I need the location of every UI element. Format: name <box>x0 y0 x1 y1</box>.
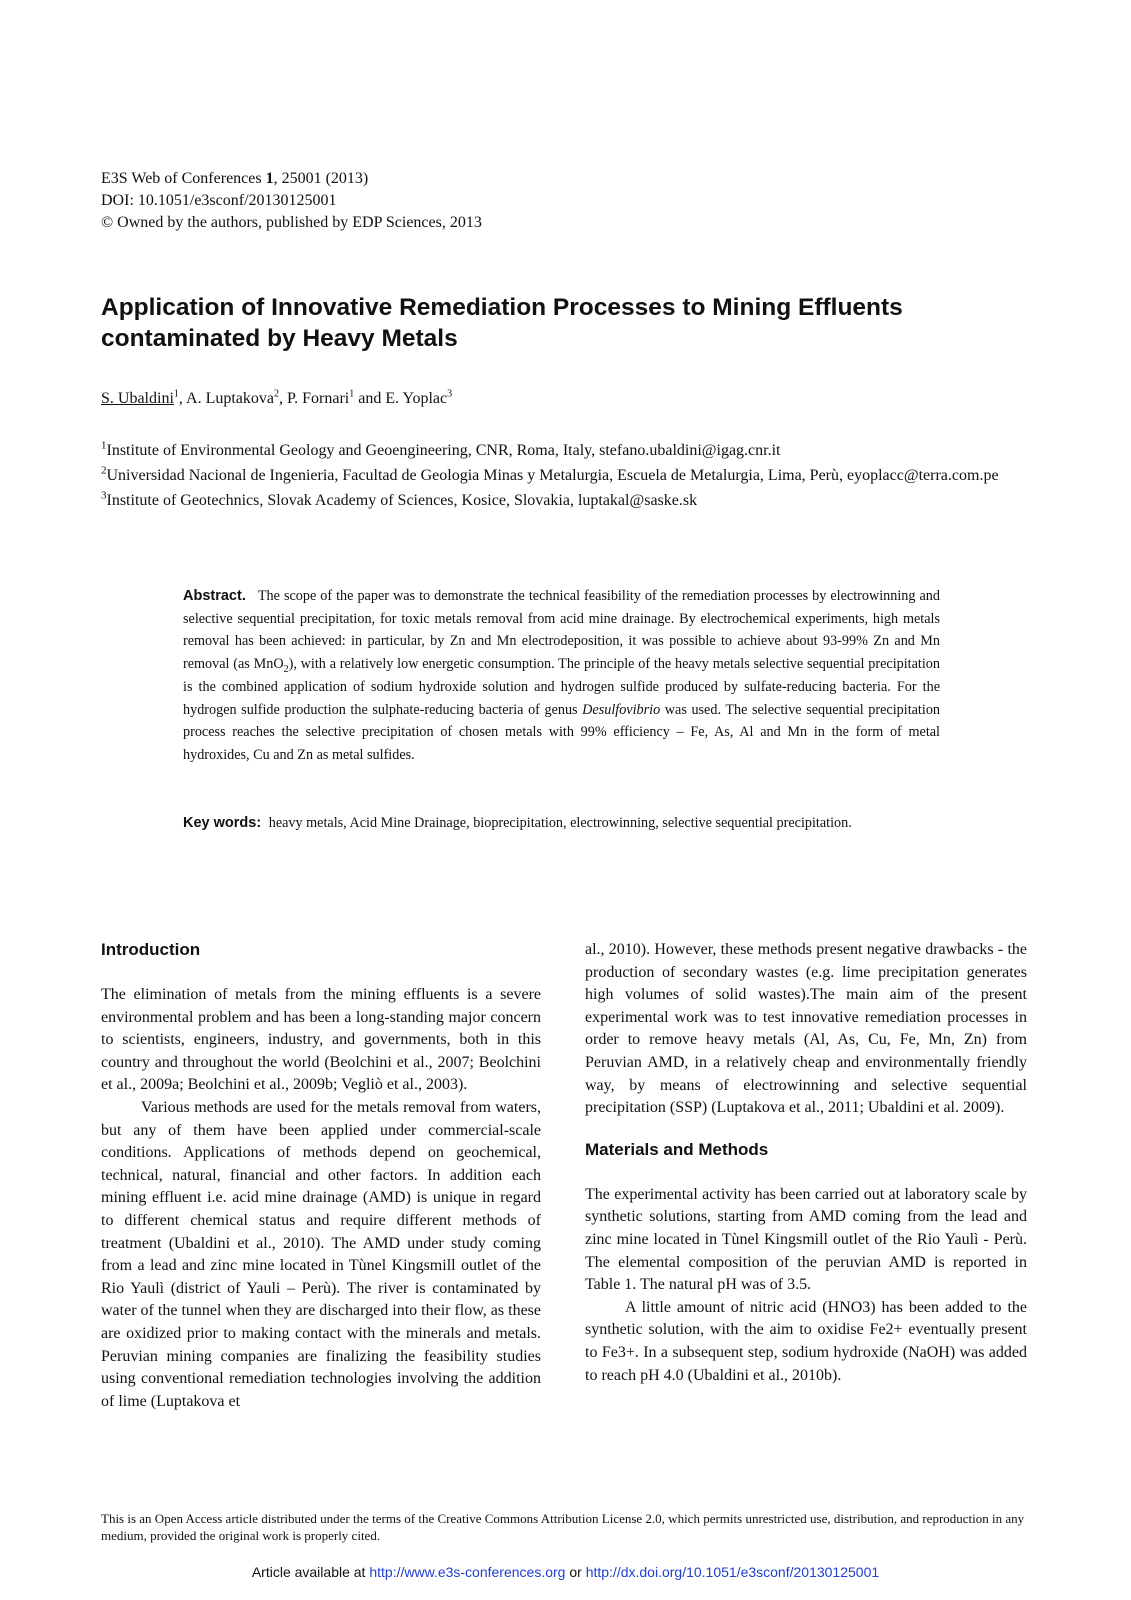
license-note: This is an Open Access article distributed under the terms of the Creative Commons Attribution License 2.0, which permits unrestricted use, distribution, and reproduction in any medium, provided the original work is properly cited. <box>101 1511 1025 1543</box>
article-footer: Article available at http://www.e3s-conferences.org or http://dx.doi.org/10.1051/e3sconf/20130125001 <box>251 1564 880 1580</box>
keywords-text: heavy metals, Acid Mine Drainage, bioprecipitation, electrowinning, selective sequential precipitation. <box>268 815 852 831</box>
author-name: P. Fornari <box>287 390 350 407</box>
author-name: E. Yoplac <box>385 390 448 407</box>
author-affiliation-mark: 1 <box>349 388 355 400</box>
author-list: S. Ubaldini$^1$, A. Luptakova$^2$, P. Fornari$^1$ and E. Yoplac$^3$ <box>101 388 453 407</box>
affiliation: $^2$Universidad Nacional de Ingenieria, Facultad de Geologia Minas y Metalurgia, Escuela de Metalurgia, Lima, Perù, eyoplacc@terra.com.pe <box>101 464 999 484</box>
paper-title: Application of Innovative Remediation Processes to Mining Effluents contaminated by Heavy Metals <box>101 294 903 352</box>
genus-name: Desulfovibrio <box>582 701 661 718</box>
journal-link[interactable]: http://www.e3s-conferences.org <box>369 1564 566 1580</box>
keywords-label: Key words: <box>183 815 262 831</box>
paragraph: A little amount of nitric acid (HNO3) has been added to the synthetic solution, with the aim to oxidise Fe2+ eventually present to Fe3+. In a subsequent step, sodium hydroxide (NaOH) was added to reach pH 4.0 (Ubaldini et al., 2010b). <box>585 1298 1027 1384</box>
paragraph: Various methods are used for the metals removal from waters, but any of them have been applied under commercial-scale conditions. Applications of methods depend on geochemical, technical, natural, financial and other factors. In addition each mining effluent i.e. acid mine drainage (AMD) is unique in regard to different chemical status and require different methods of treatment (Ubaldini et al., 2010). The AMD under study coming from a lead and zinc mine located in Tùnel Kingsmill outlet of the Rio Yaulì (district of Yauli – Perù). The river is contaminated by water of the tunnel when they are discharged into their flow, as these are oxidized prior to making contact with the minerals and metals. Peruvian mining companies are finalizing the feasibility studies using conventional remediation technologies involving the addition of lime (Luptakova et <box>101 1098 541 1410</box>
section-heading-methods: Materials and Methods <box>585 1139 769 1159</box>
section-heading-introduction: Introduction <box>101 940 201 959</box>
journal-citation: E3S Web of Conferences 1, 25001 (2013) <box>101 170 369 187</box>
abstract-label: Abstract. <box>183 588 246 604</box>
affiliation: $^1$Institute of Environmental Geology and Geoengineering, CNR, Roma, Italy, stefano.ubaldini@igag.cnr.it <box>101 439 781 459</box>
copyright-icon: © <box>101 214 114 231</box>
author-name: A. Luptakova <box>186 390 274 407</box>
author-affiliation-mark: 1 <box>173 388 179 400</box>
copyright-line: © Owned by the authors, published by EDP Sciences, 2013 <box>101 214 482 231</box>
keywords <box>183 812 940 835</box>
paragraph: The elimination of metals from the mining effluents is a severe environmental problem and has been a long-standing major concern to scientists, engineers, industry, and governments, both in this country and throughout the world (Beolchini et al., 2007; Beolchini et al., 2009a; Beolchini et al., 2009b; Vegliò et al., 2003). <box>101 986 541 1094</box>
left-column <box>101 939 541 1413</box>
doi-link[interactable]: http://dx.doi.org/10.1051/e3sconf/20130125001 <box>585 1564 880 1580</box>
abstract: Abstract. The scope of the paper was to demonstrate the technical feasibility of the remediation processes by electrowinning and selective sequential precipitation, for toxic metals removal from acid mine drainage. By electrochemical experiments, high metals removal has been achieved: in particular, by Zn and Mn electrodeposition, it was possible to achieve about 93-99% Zn and Mn removal (as MnO$_2$), with a relatively low energetic consumption. The principle of the heavy metals selective sequential precipitation is the combined application of sodium hydroxide solution and hydrogen sulfide produced by sulfate-reducing bacteria. For the hydrogen sulfide production the sulphate-reducing bacteria of genus Desulfovibrio was used. The selective sequential precipitation process reaches the selective precipitation of chosen metals with 99% efficiency – Fe, As, Al and Mn in the form of metal hydroxides, Cu and Zn as metal sulfides. <box>183 588 941 763</box>
paragraph: al., 2010). However, these methods present negative drawbacks - the production of secondary wastes (e.g. lime precipitation generates high volumes of solid wastes).The main aim of the present experimental work was to test innovative remediation processes in order to remove heavy metals (Al, As, Cu, Fe, Mn, Zn) from Peruvian AMD, in a relatively cheap and environmentally friendly way, by means of electrowinning and selective sequential precipitation (SSP) (Luptakova et al., 2011; Ubaldini et al. 2009). <box>585 941 1027 1117</box>
doi-line: DOI: 10.1051/e3sconf/20130125001 <box>101 192 337 209</box>
right-column <box>585 939 1027 1387</box>
affiliation: $^3$Institute of Geotechnics, Slovak Academy of Sciences, Kosice, Slovakia, luptakal@saske.sk <box>101 489 698 509</box>
author-affiliation-mark: 3 <box>447 388 453 400</box>
journal-header <box>101 168 482 234</box>
paragraph: The experimental activity has been carried out at laboratory scale by synthetic solutions, starting from AMD coming from the lead and zinc mine located in Tùnel Kingsmill outlet of the Rio Yaulì - Perù. The elemental composition of the peruvian AMD is reported in Table 1. The natural pH was of 3.5. <box>585 1185 1027 1294</box>
volume-number: 1 <box>265 170 274 187</box>
affiliation-list <box>101 440 1031 515</box>
author-name[interactable]: S. Ubaldini <box>101 390 174 407</box>
author-affiliation-mark: 2 <box>274 388 279 400</box>
